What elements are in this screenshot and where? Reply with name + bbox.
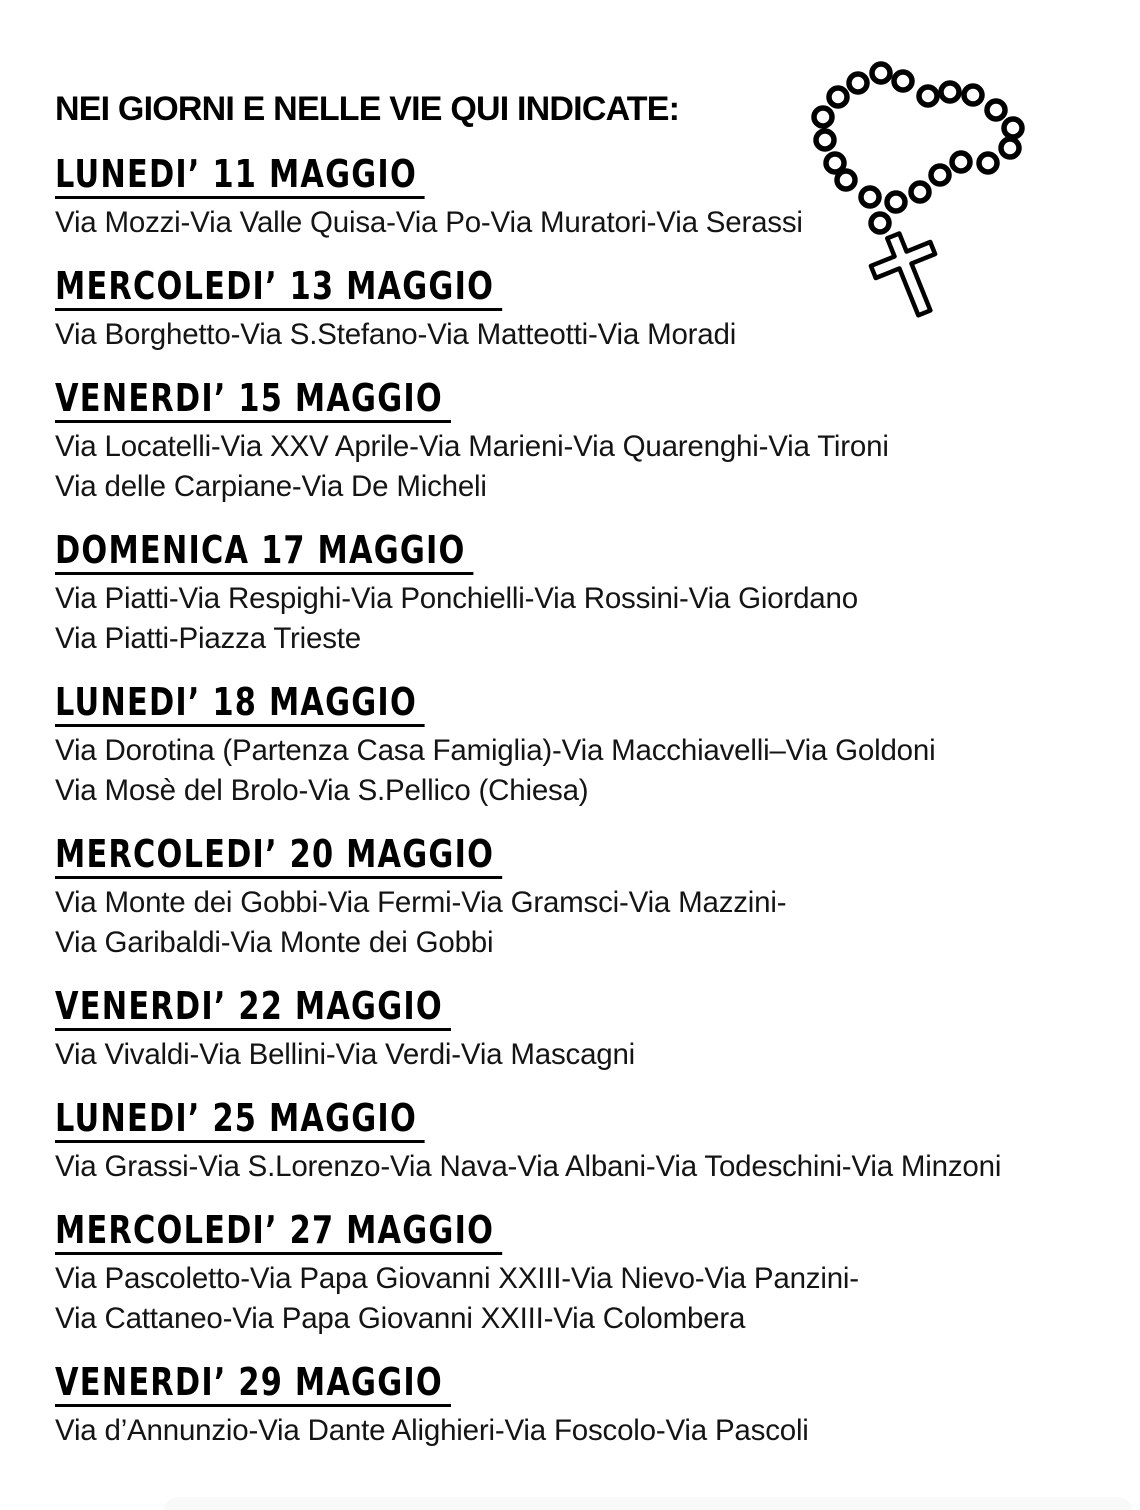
schedule-list: [55, 152, 1105, 1451]
street-routes: [55, 427, 1105, 507]
day-heading-label: MERCOLEDI’ 20 MAGGIO: [55, 835, 502, 879]
street-routes: [55, 1035, 1105, 1075]
day-heading-label: MERCOLEDI’ 27 MAGGIO: [55, 1211, 502, 1255]
day-heading-label: MERCOLEDI’ 13 MAGGIO: [55, 267, 502, 311]
day-heading: [55, 1096, 1105, 1141]
day-heading: [55, 680, 1105, 725]
street-route-line: Via Vivaldi-Via Bellini-Via Verdi-Via Mascagni: [55, 1038, 636, 1071]
day-heading: [55, 1360, 1105, 1405]
day-heading: [55, 376, 1105, 421]
street-route-line: Via Locatelli-Via XXV Aprile-Via Marieni-Via Quarenghi-Via Tironi: [55, 430, 889, 463]
street-route-line: Via Cattaneo-Via Papa Giovanni XXIII-Via Colombera: [55, 1302, 746, 1335]
street-route-line: Via Grassi-Via S.Lorenzo-Via Nava-Via Albani-Via Todeschini-Via Minzoni: [55, 1150, 1002, 1183]
street-route-line: Via delle Carpiane-Via De Micheli: [55, 470, 487, 503]
schedule-section: [55, 528, 1105, 659]
street-route-line: Via Monte dei Gobbi-Via Fermi-Via Gramsci-Via Mazzini-: [55, 886, 787, 919]
street-route-line: Via Garibaldi-Via Monte dei Gobbi: [55, 926, 494, 959]
street-route-line: Via Mosè del Brolo-Via S.Pellico (Chiesa): [55, 774, 589, 807]
day-heading-label: VENERDI’ 29 MAGGIO: [55, 1363, 451, 1407]
day-heading-label: VENERDI’ 15 MAGGIO: [55, 379, 451, 423]
bottom-page-edge: [163, 1497, 1133, 1510]
street-route-line: Via Borghetto-Via S.Stefano-Via Matteotti-Via Moradi: [55, 318, 737, 351]
street-route-line: Via d’Annunzio-Via Dante Alighieri-Via Foscolo-Via Pascoli: [55, 1414, 809, 1447]
rosary-icon: [793, 45, 1045, 337]
street-routes: [55, 883, 1105, 963]
day-heading: [55, 984, 1105, 1029]
schedule-section: [55, 1096, 1105, 1187]
schedule-section: [55, 1208, 1105, 1339]
schedule-section: [55, 1360, 1105, 1451]
day-heading: [55, 528, 1105, 573]
street-route-line: Via Mozzi-Via Valle Quisa-Via Po-Via Muratori-Via Serassi: [55, 206, 803, 239]
day-heading: [55, 1208, 1105, 1253]
day-heading-label: LUNEDI’ 11 MAGGIO: [55, 155, 425, 199]
day-heading-label: LUNEDI’ 25 MAGGIO: [55, 1099, 425, 1143]
street-route-line: Via Dorotina (Partenza Casa Famiglia)-Via Macchiavelli–Via Goldoni: [55, 734, 936, 767]
day-heading: [55, 832, 1105, 877]
page-title: NEI GIORNI E NELLE VIE QUI INDICATE:: [55, 90, 680, 128]
street-route-line: Via Pascoletto-Via Papa Giovanni XXIII-Via Nievo-Via Panzini-: [55, 1262, 859, 1295]
street-routes: [55, 1147, 1105, 1187]
street-route-line: Via Piatti-Via Respighi-Via Ponchielli-Via Rossini-Via Giordano: [55, 582, 858, 615]
street-routes: [55, 579, 1105, 659]
schedule-section: [55, 376, 1105, 507]
street-routes: [55, 731, 1105, 811]
street-route-line: Via Piatti-Piazza Trieste: [55, 622, 361, 655]
schedule-section: [55, 832, 1105, 963]
street-routes: [55, 1411, 1105, 1451]
schedule-section: [55, 984, 1105, 1075]
street-routes: [55, 1259, 1105, 1339]
day-heading-label: LUNEDI’ 18 MAGGIO: [55, 683, 425, 727]
day-heading-label: VENERDI’ 22 MAGGIO: [55, 987, 451, 1031]
rosary-beads: [814, 64, 1022, 232]
day-heading-label: DOMENICA 17 MAGGIO: [55, 531, 474, 575]
schedule-section: [55, 680, 1105, 811]
cross-icon: [864, 224, 954, 325]
